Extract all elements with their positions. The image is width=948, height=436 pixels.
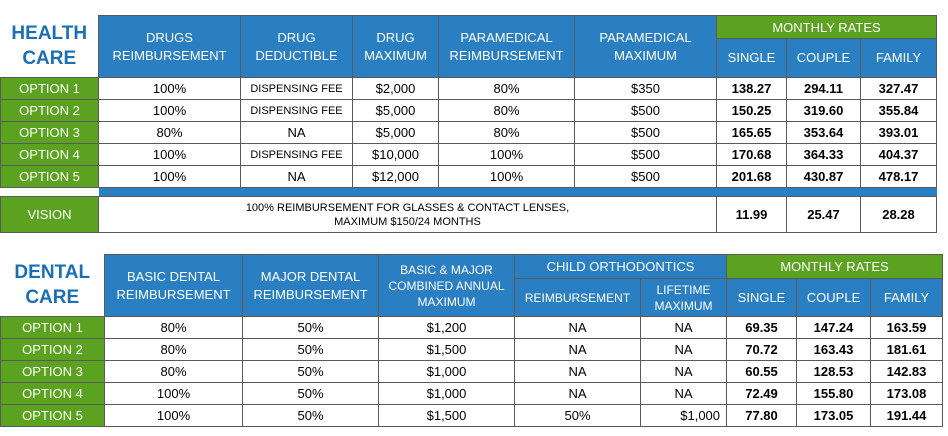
rate-cell: 165.65 xyxy=(717,122,787,144)
table-cell: DISPENSING FEE xyxy=(241,100,353,122)
dental-care-table xyxy=(0,254,943,427)
table-row xyxy=(1,361,943,383)
rate-header-couple: COUPLE xyxy=(787,39,861,78)
rate-cell: 191.44 xyxy=(871,405,943,427)
table-row xyxy=(1,339,943,361)
rate-cell: 355.84 xyxy=(861,100,937,122)
table-cell: 100% xyxy=(99,166,241,188)
rate-cell: 201.68 xyxy=(717,166,787,188)
rate-cell: 319.60 xyxy=(787,100,861,122)
rate-cell: 28.28 xyxy=(861,197,937,233)
table-cell: 50% xyxy=(515,405,641,427)
table-cell: DISPENSING FEE xyxy=(241,78,353,100)
dental-care-title: DENTAL CARE xyxy=(1,255,105,317)
divider-bar xyxy=(99,188,937,197)
header-ortho-lifetime-maximum: LIFETIME MAXIMUM xyxy=(641,279,727,317)
header-basic-dental-reimbursement: BASIC DENTAL REIMBURSEMENT xyxy=(105,255,243,317)
table-cell: NA xyxy=(641,317,727,339)
monthly-rates-header: MONTHLY RATES xyxy=(717,16,937,39)
table-cell: $350 xyxy=(575,78,717,100)
rate-cell: 163.43 xyxy=(797,339,871,361)
table-cell: 100% xyxy=(439,144,575,166)
option-label: OPTION 2 xyxy=(1,339,105,361)
rate-cell: 173.08 xyxy=(871,383,943,405)
table-cell: 100% xyxy=(99,144,241,166)
rate-cell: 353.64 xyxy=(787,122,861,144)
table-cell: 50% xyxy=(243,339,379,361)
table-cell: $1,500 xyxy=(379,405,515,427)
rate-cell: 138.27 xyxy=(717,78,787,100)
table-row xyxy=(1,122,937,144)
rate-cell: 142.83 xyxy=(871,361,943,383)
divider-spacer xyxy=(1,188,99,197)
option-label: OPTION 1 xyxy=(1,78,99,100)
table-cell: NA xyxy=(515,339,641,361)
table-cell: $500 xyxy=(575,122,717,144)
vision-label: VISION xyxy=(1,197,99,233)
table-cell: $2,000 xyxy=(353,78,439,100)
option-label: OPTION 4 xyxy=(1,383,105,405)
rate-cell: 393.01 xyxy=(861,122,937,144)
table-cell: $1,000 xyxy=(379,383,515,405)
table-cell: 80% xyxy=(105,361,243,383)
rate-cell: 181.61 xyxy=(871,339,943,361)
table-cell: NA xyxy=(641,339,727,361)
table-cell: $10,000 xyxy=(353,144,439,166)
rate-header-family: FAMILY xyxy=(871,279,943,317)
table-cell: NA xyxy=(515,383,641,405)
header-ortho-reimbursement: REIMBURSEMENT xyxy=(515,279,641,317)
table-cell: 100% xyxy=(439,166,575,188)
rate-cell: 25.47 xyxy=(787,197,861,233)
option-label: OPTION 1 xyxy=(1,317,105,339)
rate-cell: 163.59 xyxy=(871,317,943,339)
table-cell: 100% xyxy=(99,100,241,122)
table-cell: 100% xyxy=(99,78,241,100)
table-row xyxy=(1,144,937,166)
header-combined-annual-maximum: BASIC & MAJOR COMBINED ANNUAL MAXIMUM xyxy=(379,255,515,317)
rate-header-single: SINGLE xyxy=(717,39,787,78)
option-label: OPTION 5 xyxy=(1,166,99,188)
table-cell: NA xyxy=(515,317,641,339)
option-label: OPTION 3 xyxy=(1,122,99,144)
rate-cell: 155.80 xyxy=(797,383,871,405)
header-child-orthodontics: CHILD ORTHODONTICS xyxy=(515,255,727,279)
table-cell: 80% xyxy=(105,339,243,361)
table-cell: $12,000 xyxy=(353,166,439,188)
table-cell: $500 xyxy=(575,166,717,188)
table-cell: NA xyxy=(641,361,727,383)
table-cell: 100% xyxy=(105,383,243,405)
health-care-table xyxy=(0,15,937,233)
table-row xyxy=(1,166,937,188)
table-cell: 50% xyxy=(243,383,379,405)
rate-cell: 69.35 xyxy=(727,317,797,339)
table-row xyxy=(1,405,943,427)
header-paramedical-reimbursement: PARAMEDICAL REIMBURSEMENT xyxy=(439,16,575,78)
table-cell: $1,200 xyxy=(379,317,515,339)
table-cell: $500 xyxy=(575,100,717,122)
table-cell: DISPENSING FEE xyxy=(241,144,353,166)
rate-cell: 404.37 xyxy=(861,144,937,166)
option-label: OPTION 4 xyxy=(1,144,99,166)
option-label: OPTION 2 xyxy=(1,100,99,122)
rate-cell: 60.55 xyxy=(727,361,797,383)
rate-cell: 430.87 xyxy=(787,166,861,188)
table-cell: 80% xyxy=(105,317,243,339)
health-care-title: HEALTH CARE xyxy=(1,16,99,78)
table-cell: 80% xyxy=(439,122,575,144)
table-cell: 50% xyxy=(243,405,379,427)
header-drugs-reimbursement: DRUGS REIMBURSEMENT xyxy=(99,16,241,78)
rate-cell: 364.33 xyxy=(787,144,861,166)
rate-header-family: FAMILY xyxy=(861,39,937,78)
option-label: OPTION 3 xyxy=(1,361,105,383)
table-cell: $5,000 xyxy=(353,100,439,122)
header-drug-deductible: DRUG DEDUCTIBLE xyxy=(241,16,353,78)
table-cell: $5,000 xyxy=(353,122,439,144)
table-row xyxy=(1,100,937,122)
header-paramedical-maximum: PARAMEDICAL MAXIMUM xyxy=(575,16,717,78)
rate-header-single: SINGLE xyxy=(727,279,797,317)
table-cell: 50% xyxy=(243,361,379,383)
table-cell: $500 xyxy=(575,144,717,166)
table-cell: NA xyxy=(241,166,353,188)
option-label: OPTION 5 xyxy=(1,405,105,427)
table-cell: $1,000 xyxy=(379,361,515,383)
rate-cell: 77.80 xyxy=(727,405,797,427)
rate-cell: 11.99 xyxy=(717,197,787,233)
rate-cell: 72.49 xyxy=(727,383,797,405)
table-cell: 80% xyxy=(99,122,241,144)
table-cell: NA xyxy=(515,361,641,383)
table-row xyxy=(1,78,937,100)
table-cell: 80% xyxy=(439,78,575,100)
table-cell: 100% xyxy=(105,405,243,427)
table-row xyxy=(1,317,943,339)
table-cell: $1,500 xyxy=(379,339,515,361)
rate-cell: 170.68 xyxy=(717,144,787,166)
table-cell: 80% xyxy=(439,100,575,122)
header-major-dental-reimbursement: MAJOR DENTAL REIMBURSEMENT xyxy=(243,255,379,317)
rate-cell: 478.17 xyxy=(861,166,937,188)
table-cell: 50% xyxy=(243,317,379,339)
rate-cell: 150.25 xyxy=(717,100,787,122)
monthly-rates-header: MONTHLY RATES xyxy=(727,255,943,279)
rate-cell: 128.53 xyxy=(797,361,871,383)
rate-cell: 70.72 xyxy=(727,339,797,361)
table-cell: $1,000 xyxy=(641,405,727,427)
rate-cell: 327.47 xyxy=(861,78,937,100)
divider-row xyxy=(1,188,937,197)
table-row xyxy=(1,383,943,405)
table-cell: NA xyxy=(641,383,727,405)
vision-row xyxy=(1,197,937,233)
rate-cell: 147.24 xyxy=(797,317,871,339)
header-drug-maximum: DRUG MAXIMUM xyxy=(353,16,439,78)
vision-description: 100% REIMBURSEMENT FOR GLASSES & CONTACT LENSES, MAXIMUM $150/24 MONTHS xyxy=(99,197,717,233)
rate-header-couple: COUPLE xyxy=(797,279,871,317)
rate-cell: 294.11 xyxy=(787,78,861,100)
table-cell: NA xyxy=(241,122,353,144)
rate-cell: 173.05 xyxy=(797,405,871,427)
